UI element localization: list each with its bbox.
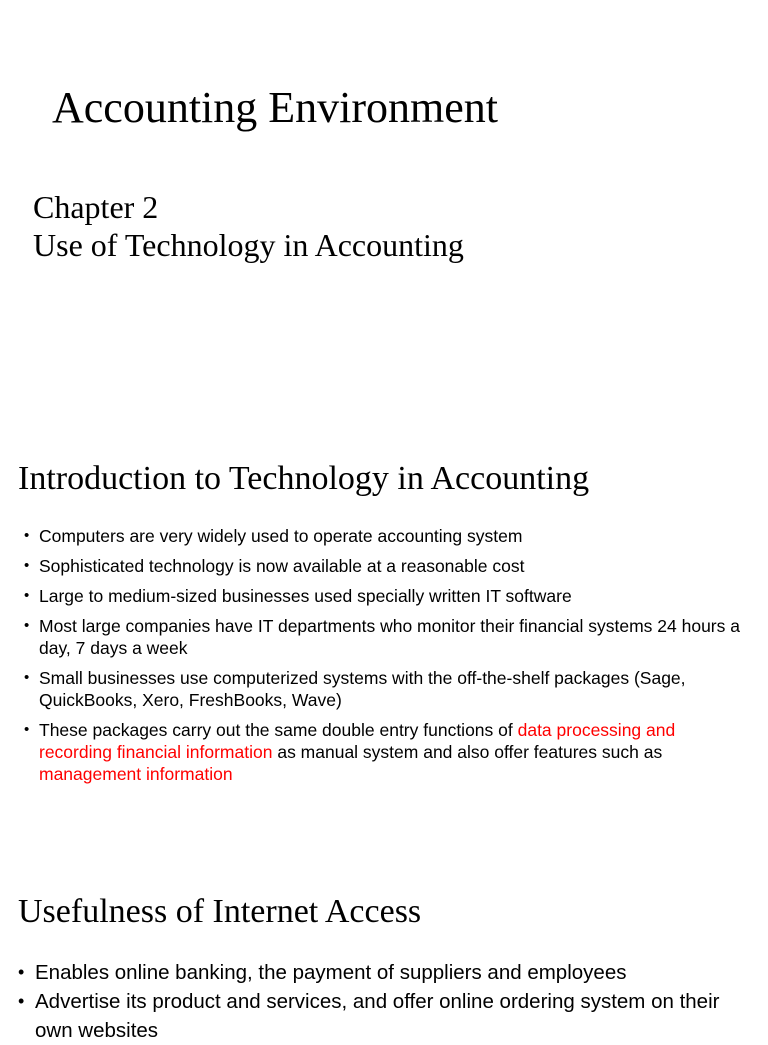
highlight-data-processing: data processing and recording financial information <box>39 720 676 762</box>
bullet-text: Enables online banking, the payment of suppliers and employees <box>35 961 627 984</box>
bullet-dot: • <box>18 991 25 1011</box>
list-item <box>18 958 757 987</box>
bullet-text: Advertise its product and services, and offer online ordering system on their own websites <box>35 990 720 1042</box>
slide3-heading: Usefulness of Internet Access <box>18 893 422 930</box>
bullet-dot: • <box>24 557 30 574</box>
highlight-management-information: management information <box>39 764 233 784</box>
bullet-dot: • <box>24 587 30 604</box>
slide2-bullet-list <box>24 525 751 793</box>
list-item <box>18 987 757 1045</box>
bullet-text: Small businesses use computerized systems with the off-the-shelf packages (Sage, QuickBooks, Xero, FreshBooks, Wave) <box>39 668 686 710</box>
list-item <box>24 615 751 659</box>
bullet-text: Most large companies have IT departments who monitor their financial systems 24 hours a day, 7 days a week <box>39 616 740 658</box>
bullet-dot: • <box>24 669 30 686</box>
slide2-heading: Introduction to Technology in Accounting <box>18 460 590 497</box>
list-item <box>24 525 751 547</box>
bullet-dot: • <box>24 721 30 738</box>
list-item <box>24 555 751 577</box>
slide1-title: Accounting Environment <box>52 83 499 132</box>
chapter-label: Chapter 2 <box>33 189 159 225</box>
bullet-dot: • <box>24 527 30 544</box>
chapter-title: Use of Technology in Accounting <box>33 227 464 263</box>
list-item <box>24 585 751 607</box>
bullet-dot: • <box>24 617 30 634</box>
slide3-bullet-list <box>18 958 757 1045</box>
bullet-text: Large to medium-sized businesses used specially written IT software <box>39 586 572 606</box>
list-item <box>24 667 751 711</box>
bullet-text-part2: as manual system and also offer features such as <box>272 742 663 762</box>
bullet-text-part1: These packages carry out the same double entry functions of <box>39 720 518 740</box>
bullet-dot: • <box>18 962 25 982</box>
list-item <box>24 719 751 785</box>
slide1-subtitle <box>33 188 464 264</box>
bullet-text: Sophisticated technology is now available at a reasonable cost <box>39 556 525 576</box>
bullet-text: Computers are very widely used to operate accounting system <box>39 526 523 546</box>
